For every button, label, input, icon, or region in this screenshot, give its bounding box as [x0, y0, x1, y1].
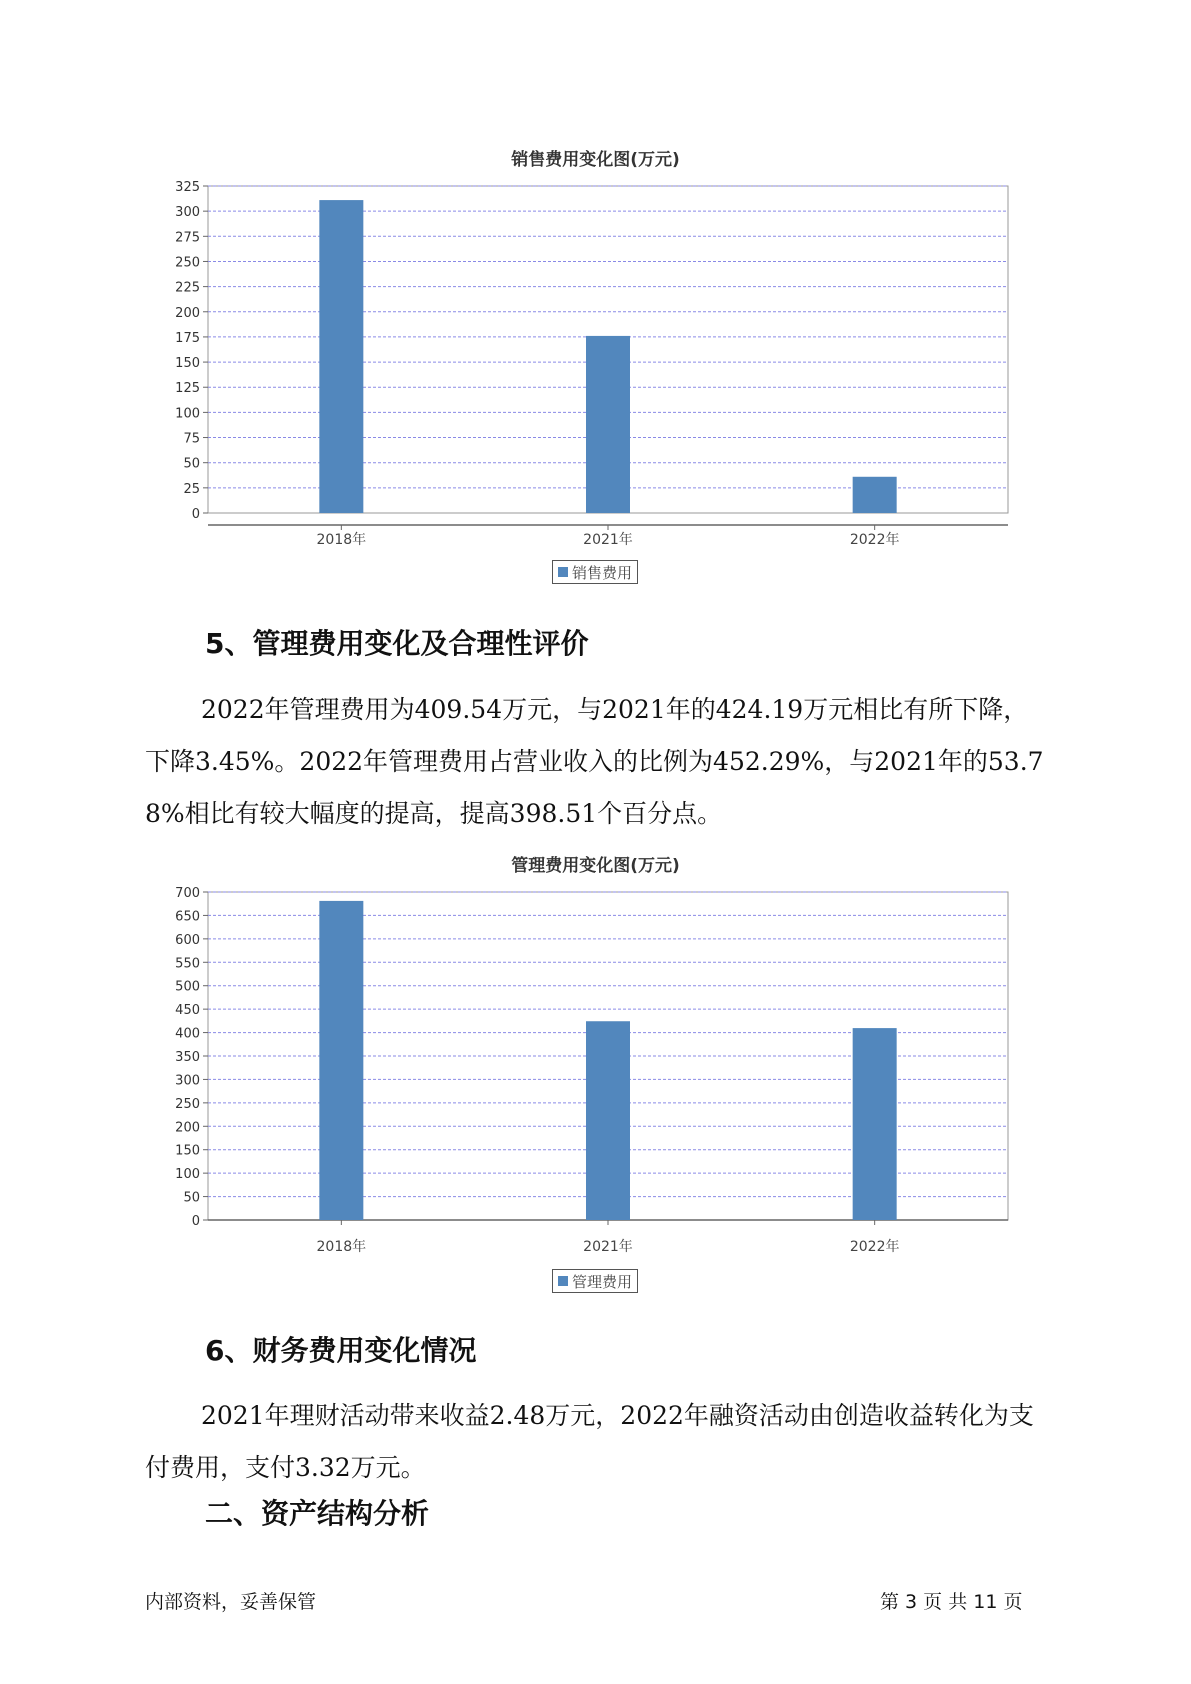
- section-5-paragraph: 2022年管理费用为409.54万元，与2021年的424.19万元相比有所下降，下降3.45%。2022年管理费用占营业收入的比例为452.29%，与2021年的53.78%相比有较大幅度的提高，提高398.51个百分点。: [145, 695, 1044, 828]
- y-tick-label: 0: [191, 1214, 200, 1229]
- page-number: 第 3 页 共 11 页: [880, 1591, 1023, 1613]
- footer-note: 内部资料，妥善保管: [145, 1591, 317, 1613]
- y-tick-label: 25: [183, 481, 200, 497]
- y-tick-label: 50: [183, 456, 200, 472]
- section-6-heading: 6、财务费用变化情况: [205, 1334, 477, 1367]
- x-tick-label: 2018年: [316, 1239, 367, 1255]
- y-tick-label: 0: [191, 507, 200, 522]
- y-tick-label: 300: [175, 205, 200, 221]
- section-6-paragraph: 2021年理财活动带来收益2.48万元，2022年融资活动由创造收益转化为支付费用，支付3.32万元。: [145, 1401, 1034, 1482]
- y-tick-label: 100: [175, 406, 200, 422]
- y-tick-label: 50: [183, 1190, 200, 1206]
- bar-2021年: [586, 1021, 630, 1220]
- bar-2018年: [319, 901, 363, 1220]
- x-tick-label: 2021年: [583, 1239, 633, 1255]
- y-tick-label: 75: [183, 431, 200, 447]
- y-tick-label: 225: [175, 280, 200, 296]
- admin-expense-legend: [552, 1269, 638, 1293]
- bar-2022年: [853, 1028, 897, 1220]
- y-tick-label: 250: [175, 1096, 200, 1112]
- y-tick-label: 200: [175, 1120, 200, 1136]
- admin-expense-chart-title: 管理费用变化图(万元): [511, 856, 680, 876]
- section-2-heading: 二、资产结构分析: [205, 1497, 430, 1530]
- y-tick-label: 600: [175, 932, 200, 948]
- legend-swatch-icon: [558, 1276, 568, 1286]
- y-tick-label: 650: [175, 909, 200, 925]
- x-tick-label: 2021年: [583, 532, 633, 548]
- legend-label: 管理费用: [572, 1272, 633, 1291]
- y-tick-label: 125: [175, 381, 200, 397]
- y-tick-label: 300: [175, 1073, 200, 1089]
- y-tick-label: 350: [175, 1050, 200, 1065]
- legend-label: 销售费用: [572, 563, 633, 582]
- x-tick-label: 2022年: [849, 532, 900, 548]
- y-tick-label: 275: [175, 230, 200, 246]
- y-tick-label: 150: [175, 1143, 200, 1159]
- sales-expense-chart-title: 销售费用变化图(万元): [511, 150, 680, 170]
- x-tick-label: 2022年: [849, 1239, 900, 1255]
- y-tick-label: 200: [175, 305, 200, 321]
- y-tick-label: 550: [175, 956, 200, 972]
- section-5-heading: 5、管理费用变化及合理性评价: [205, 627, 589, 660]
- y-tick-label: 175: [175, 330, 200, 346]
- y-tick-label: 450: [175, 1003, 200, 1019]
- y-tick-label: 150: [175, 356, 200, 372]
- y-tick-label: 100: [175, 1167, 200, 1183]
- y-tick-label: 700: [175, 886, 200, 901]
- y-tick-label: 500: [175, 979, 200, 995]
- x-tick-label: 2018年: [316, 532, 367, 548]
- y-tick-label: 400: [175, 1026, 200, 1042]
- y-tick-label: 325: [175, 180, 200, 195]
- y-tick-label: 250: [175, 255, 200, 271]
